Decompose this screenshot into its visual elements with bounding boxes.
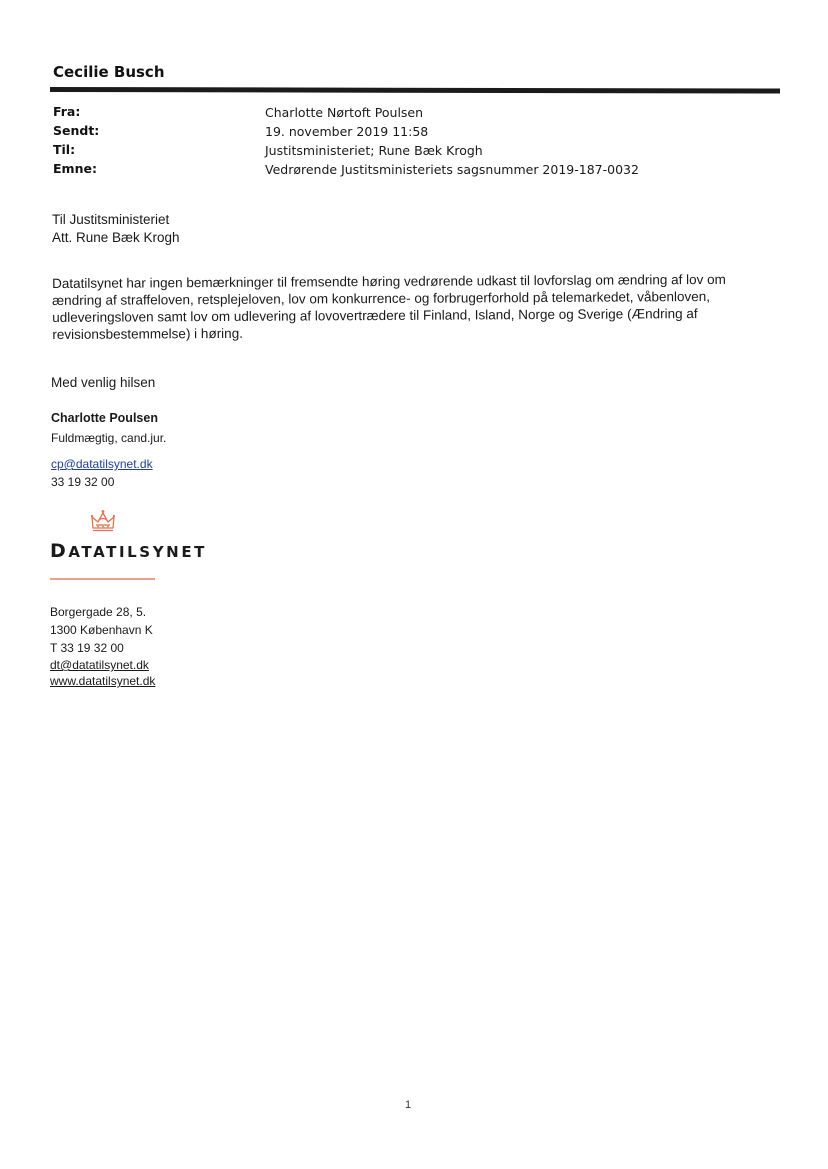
meta-label-subject: Emne: xyxy=(53,161,97,176)
address-block xyxy=(50,603,155,689)
logo-initial: D xyxy=(50,540,69,562)
meta-row-to xyxy=(53,142,673,161)
meta-value-from: Charlotte Nørtoft Poulsen xyxy=(265,105,424,120)
meta-row-subject xyxy=(53,161,673,180)
meta-row-sent xyxy=(53,123,673,142)
address-website-link[interactable]: www.datatilsynet.dk xyxy=(50,674,156,688)
header-divider xyxy=(50,87,780,94)
datatilsynet-logo xyxy=(50,540,207,562)
address-email-link[interactable]: dt@datatilsynet.dk xyxy=(50,658,149,672)
logo-rest: ATATILSYNET xyxy=(68,543,207,561)
crown-icon xyxy=(90,509,116,533)
body-line-1: Datatilsynet har ingen bemærkninger til fremsendte høring vedrørende udkast til lovforslag om ændring af lov om xyxy=(52,271,726,291)
meta-value-to: Justitsministeriet; Rune Bæk Krogh xyxy=(265,143,483,158)
sender-name: Cecilie Busch xyxy=(53,63,165,81)
page-number: 1 xyxy=(405,1099,412,1111)
meta-label-from: Fra: xyxy=(53,104,81,119)
address-city: 1300 København K xyxy=(50,623,153,637)
body-line-2: ændring af straffeloven, retsplejeloven, lov om konkurrence- og forbrugerforhold på telemarkedet, våbenloven, xyxy=(52,288,711,308)
logo-divider xyxy=(50,578,155,580)
greeting xyxy=(52,211,180,247)
meta-label-to: Til: xyxy=(53,142,76,157)
message-body xyxy=(52,271,752,343)
body-line-4: revisionsbestemmelse) i høring. xyxy=(52,325,243,342)
signature-email-link[interactable]: cp@datatilsynet.dk xyxy=(51,457,153,471)
address-street: Borgergade 28, 5. xyxy=(50,605,147,619)
body-line-3: udleveringsloven samt lov om udlevering af lovovertrædere til Finland, Island, Norge og Sverige (Ændring af xyxy=(52,306,698,325)
email-meta xyxy=(53,104,673,180)
signature-name: Charlotte Poulsen xyxy=(51,411,158,425)
greeting-line-2: Att. Rune Bæk Krogh xyxy=(52,230,180,245)
address-phone: T 33 19 32 00 xyxy=(50,641,124,655)
closing: Med venlig hilsen xyxy=(51,375,156,390)
meta-row-from xyxy=(53,104,673,123)
signature-title: Fuldmægtig, cand.jur. xyxy=(51,431,167,445)
greeting-line-1: Til Justitsministeriet xyxy=(52,212,170,227)
signature-phone: 33 19 32 00 xyxy=(51,475,115,489)
meta-label-sent: Sendt: xyxy=(53,123,100,138)
meta-value-subject: Vedrørende Justitsministeriets sagsnummer 2019-187-0032 xyxy=(265,162,639,177)
meta-value-sent: 19. november 2019 11:58 xyxy=(265,124,429,139)
